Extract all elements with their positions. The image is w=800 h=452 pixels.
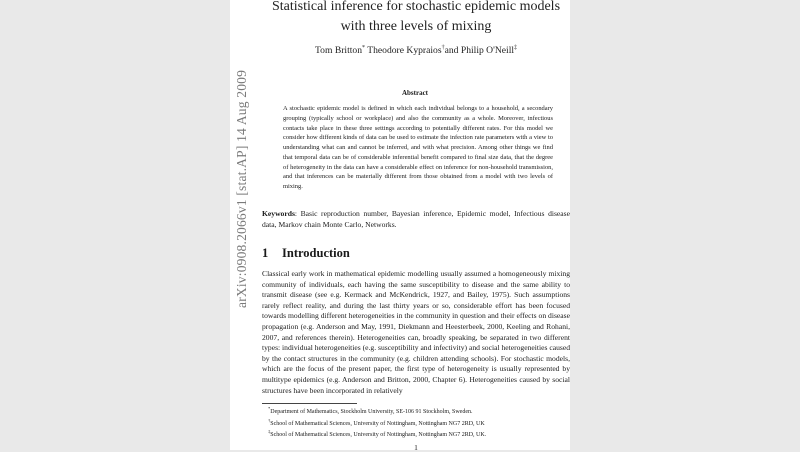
footnote-mark: † (268, 417, 271, 423)
section-title: Introduction (282, 246, 350, 260)
footnote-text: School of Mathematical Sciences, University of Nottingham, Nottingham NG7 2RD, UK (270, 420, 485, 427)
abstract-heading: Abstract (401, 89, 429, 97)
page-number: 1 (414, 443, 418, 452)
author-name: Tom Britton (314, 45, 363, 57)
footnote-mark: * (268, 406, 271, 411)
keywords-text: : Basic reproduction number, Bayesian inference, Epidemic model, Infectious disease data, Markov chain Monte Carlo, Networks. (262, 209, 570, 229)
footnote (268, 405, 568, 417)
footnote-text: Department of Mathematics, Stockholm University, SE-106 91 Stockholm, Sweden. (270, 409, 473, 415)
footnote (268, 428, 568, 440)
keywords-paragraph (262, 209, 570, 230)
introduction-paragraph: Classical early work in mathematical epidemic modelling usually assumed a homogeneously mixing community of individuals, each having the same susceptibility to disease and the same ability to transmit disease (see e.g. Kermack and McKendrick, 1927, and Bailey, 1975). Such assumptions rarely reflect reality, and during the last thirty years or so, considerable effort has been focused towards modelling different heterogeneities in the community in question and their effects on disease propagation (e.g. Anderson and May, 1991, Diekmann and Heesterbeek, 2000, Keeling and Rohani, 2007, and references therein). Heterogeneities can, broadly speaking, be separated in two different types: individual heterogeneities (e.g. susceptibility and infectivity) and social heterogeneities caused by the contact structures in the community (e.g. children attending schools). For stochastic models, which are the focus of the present paper, the first type of heterogeneity is usually represented by multitype epidemics (e.g. Anderson and Britton, 2000, Chapter 6). Heterogeneities caused by social structures have been incorporated in relatively (262, 269, 570, 395)
footnotes (268, 405, 568, 440)
footnote (268, 417, 568, 429)
author-list (262, 45, 570, 56)
author-name: Philip O'Neill (460, 45, 515, 57)
arxiv-identifier-stamp: arXiv:0908.2066v1 [stat.AP] 14 Aug 2009 (234, 69, 249, 308)
footnote-mark: ‡ (268, 429, 271, 435)
author-affiliation-mark: ‡ (514, 45, 518, 51)
paper-title: Statistical inference for stochastic epidemic models with three levels of mixing (271, 0, 561, 34)
footnote-text: School of Mathematical Sciences, University of Nottingham, Nottingham NG7 2RD, UK. (270, 432, 487, 439)
author-name: Theodore Kypraios (367, 45, 442, 57)
section-number: 1 (262, 246, 269, 260)
author-separator: and (444, 45, 461, 57)
abstract-text: A stochastic epidemic model is defined in which each individual belongs to a household, a secondary grouping (typically school or workplace) and also the community as a whole. Moreover, infectious contacts take place in these three settings according to potentially different rates. For this model we consider how different kinds of data can be used to estimate the infection rate parameters with a view to understanding what can and cannot be inferred, and with what precision. Among other things we find that temporal data can be of considerable inferential benefit compared to final size data, that the degree of heterogeneity in the data can have a considerable effect on inference for non-household transmission, and that inferences can be materially different from those obtained from a model with two levels of mixing. (283, 105, 553, 190)
author-affiliation-mark: * (362, 45, 366, 51)
author-affiliation-mark: † (441, 45, 445, 51)
section-heading (262, 246, 350, 261)
footnote-rule (262, 403, 357, 404)
keywords-label: Keywords (262, 209, 295, 218)
